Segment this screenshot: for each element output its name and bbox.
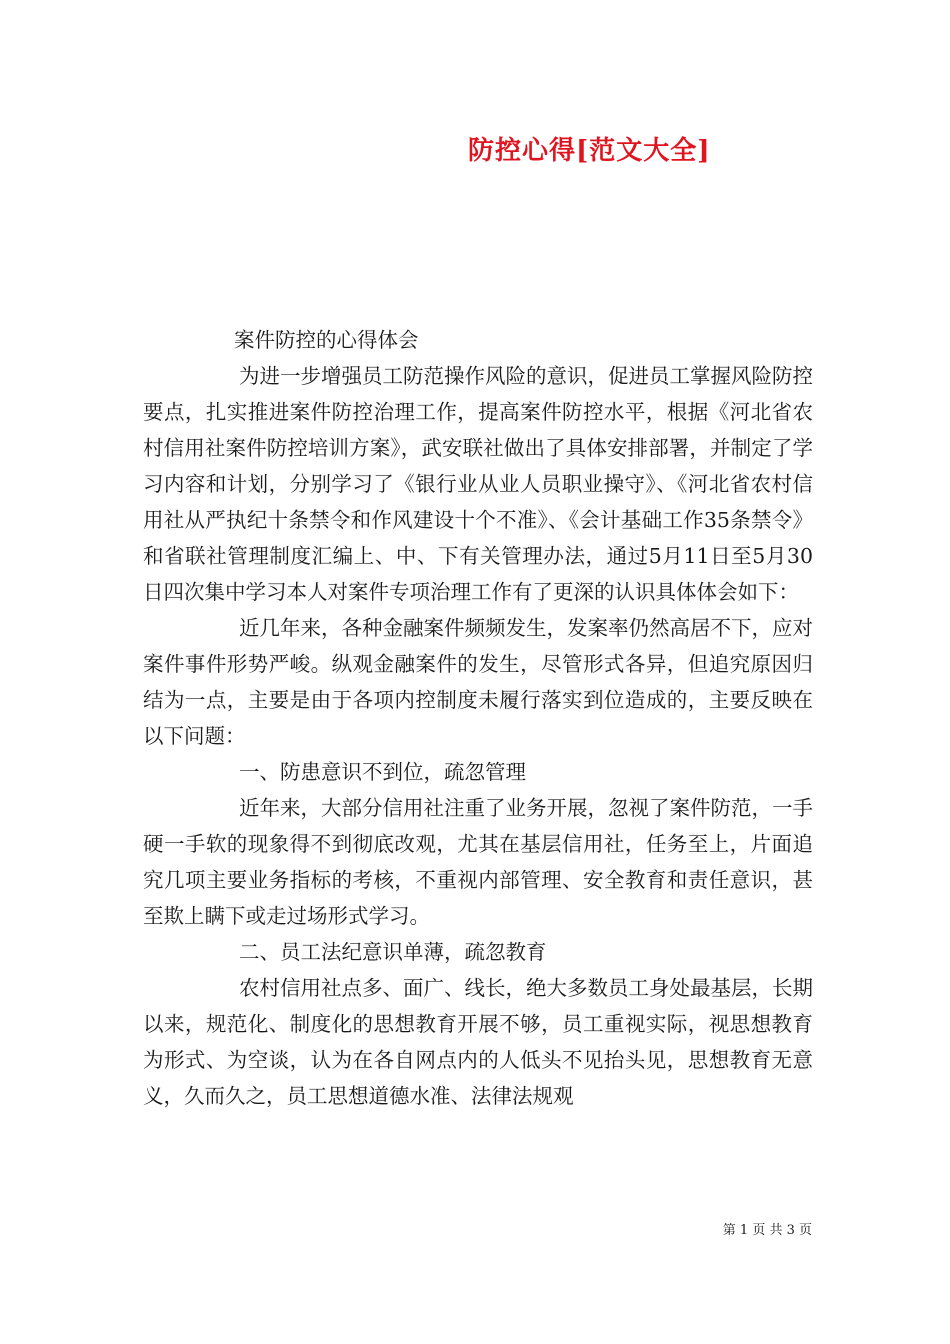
paragraph-section-1: 近年来，大部分信用社注重了业务开展，忽视了案件防范，一手硬一手软的现象得不到彻底改观，尤其在基层信用社，任务至上，片面追究几项主要业务指标的考核，不重视内部管理、安全教育和责任意识，甚至欺上瞒下或走过场形式学习。: [143, 796, 813, 928]
paragraph-section-2: 农村信用社点多、面广、线长，绝大多数员工身处最基层，长期以来，规范化、制度化的思想教育开展不够，员工重视实际，视思想教育为形式、为空谈，认为在各自网点内的人低头不见抬头见，思想教育无意义，久而久之，员工思想道德水准、法律法规观: [143, 976, 813, 1108]
document-title: 防控心得[范文大全]: [468, 136, 711, 166]
paragraph-intro: 为进一步增强员工防范操作风险的意识，促进员工掌握风险防控要点，扎实推进案件防控治理工作，提高案件防控水平，根据《河北省农村信用社案件防控培训方案》，武安联社做出了具体安排部署，并制定了学习内容和计划，分别学习了《银行业从业人员职业操守》、《河北省农村信用社从严执纪十条禁令和作风建设十个不准》、《会计基础工作35条禁令》和省联社管理制度汇编上、中、下有关管理办法，通过5月11日至5月30日四次集中学习本人对案件专项治理工作有了更深的认识具体体会如下：: [143, 364, 813, 604]
page-number-footer: 第 1 页 共 3 页: [722, 1223, 812, 1238]
document-body: [143, 322, 813, 1114]
document-subtitle: 案件防控的心得体会: [234, 328, 419, 352]
paragraph-situation: 近几年来，各种金融案件频频发生，发案率仍然高居不下，应对案件事件形势严峻。纵观金融案件的发生，尽管形式各异，但追究原因归结为一点，主要是由于各项内控制度未履行落实到位造成的，主要反映在以下问题：: [143, 616, 813, 748]
section-heading-2: 二、员工法纪意识单薄，疏忽教育: [239, 940, 547, 964]
section-heading-1: 一、防患意识不到位，疏忽管理: [239, 760, 526, 784]
